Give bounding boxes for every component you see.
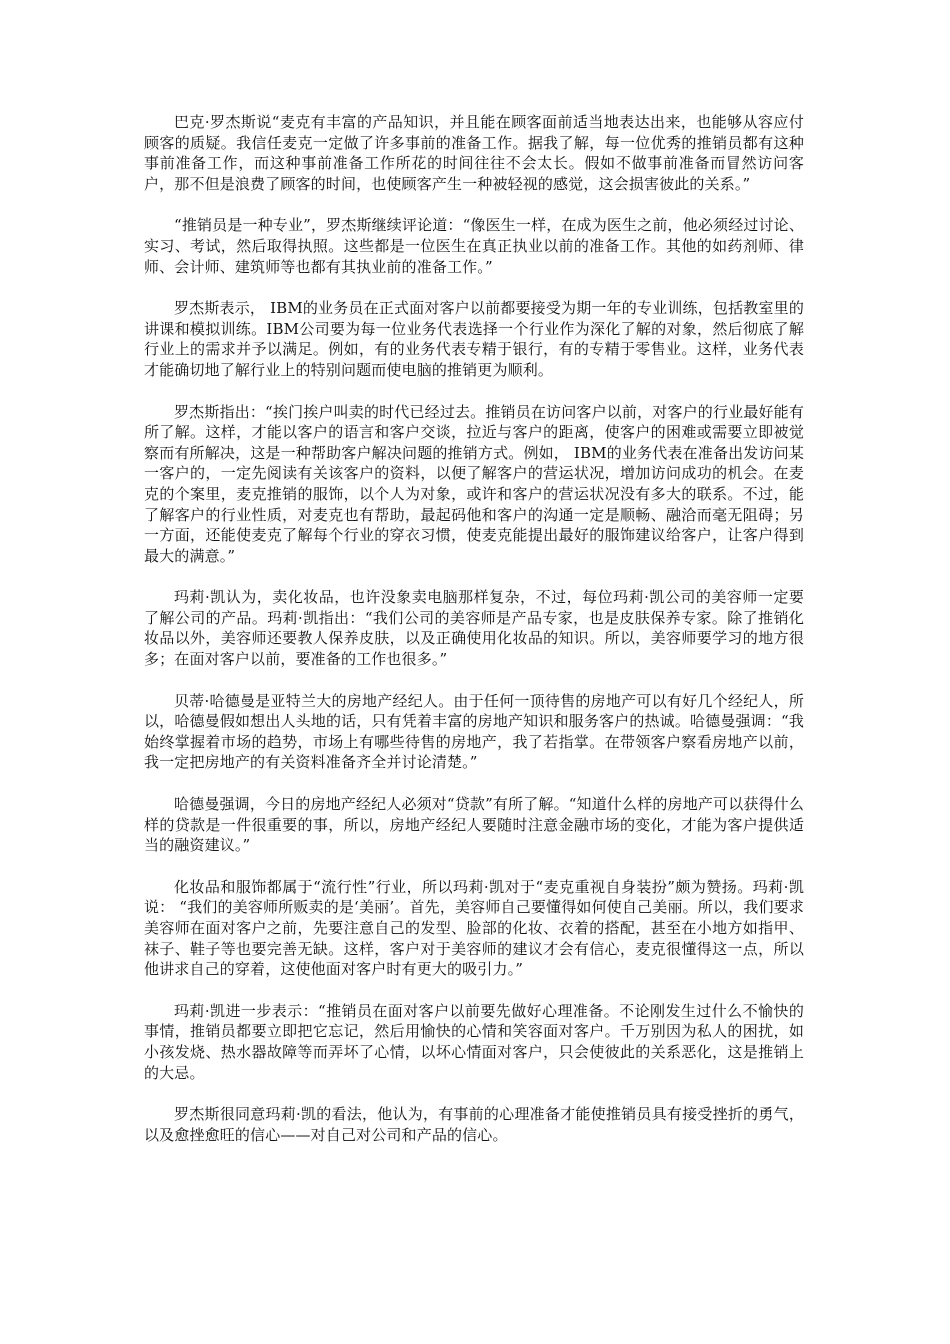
paragraph-10: 罗杰斯很同意玛莉·凯的看法，他认为，有事前的心理准备才能使推销员具有接受挫折的勇气，以及愈挫愈旺的信心——对自己对公司和产品的信心。 [144, 1105, 804, 1144]
paragraph-2: “推销员是一种专业”，罗杰斯继续评论道：“像医生一样，在成为医生之前，他必须经过讨论、实习、考试，然后取得执照。这些都是一位医生在真正执业以前的准备工作。其他的如药剂师、律师、会计师、建筑师等也都有其执业前的准备工作。” [144, 216, 804, 276]
paragraph-1: 巴克·罗杰斯说“麦克有丰富的产品知识，并且能在顾客面前适当地表达出来，也能够从容应付顾客的质疑。我信任麦克一定做了许多事前的准备工作。据我了解，每一位优秀的推销员都有这种事前准备工作，而这种事前准备工作所花的时间往往不会太长。假如不做事前准备而冒然访问客户，那不但是浪费了顾客的时间，也使顾客产生一种被轻视的感觉，这会损害彼此的关系。” [144, 113, 804, 193]
paragraph-7: 哈德曼强调，今日的房地产经纪人必须对“贷款”有所了解。“知道什么样的房地产可以获得什么样的贷款是一件很重要的事，所以，房地产经纪人要随时注意金融市场的变化，才能为客户提供适当的融资建议。” [144, 795, 804, 855]
paragraph-5: 玛莉·凯认为，卖化妆品，也许没象卖电脑那样复杂，不过，每位玛莉·凯公司的美容师一定要了解公司的产品。玛莉·凯指出：“我们公司的美容师是产品专家，也是皮肤保养专家。除了推销化妆品以外，美容师还要教人保养皮肤，以及正确使用化妆品的知识。所以，美容师要学习的地方很多；在面对客户以前，要准备的工作也很多。” [144, 588, 804, 669]
paragraph-8: 化妆品和服饰都属于“流行性”行业，所以玛莉·凯对于“麦克重视自身装扮”颇为赞扬。玛莉·凯说： “我们的美容师所贩卖的是‘美丽’。首先，美容师自己要懂得如何使自己美丽。所以，我们要求美容师在面对客户之前，先要注意自己的发型、脸部的化妆、衣着的搭配，甚至在小地方如指甲、袜子、鞋子等也要完善无缺。这样，客户对于美容师的建议才会有信心，麦克很懂得这一点，所以他讲求自己的穿着，这使他面对客户时有更大的吸引力。” [144, 877, 804, 979]
paragraph-4: 罗杰斯指出：“挨门挨户叫卖的时代已经过去。推销员在访问客户以前，对客户的行业最好能有所了解。这样，才能以客户的语言和客户交谈，拉近与客户的距离，使客户的困难或需要立即被觉察而有所解决，这是一种帮助客户解决问题的推销方式。例如， IBM的业务代表在准备出发访问某一客户的，一定先阅读有关该客户的资料，以便了解客户的营运状况，增加访问成功的机会。在麦克的个案里，麦克推销的服饰，以个人为对象，或许和客户的营运状况没有多大的联系。不过，能了解客户的行业性质，对麦克也有帮助，最起码他和客户的沟通一定是顺畅、融洽而毫无阻碍；另一方面，还能使麦克了解每个行业的穿衣习惯，使麦克能提出最好的服饰建议给客户，让客户得到最大的满意。” [144, 402, 804, 565]
document-body [144, 112, 804, 1145]
paragraph-9: 玛莉·凯进一步表示：“推销员在面对客户以前要先做好心理准备。不论刚发生过什么不愉快的事情，推销员都要立即把它忘记，然后用愉快的心情和笑容面对客户。千万别因为私人的困扰，如小孩发烧、热水器故障等而弄坏了心情，以坏心情面对客户，只会使彼此的关系恶化，这是推销上的大忌。 [144, 1001, 804, 1082]
paragraph-6: 贝蒂·哈德曼是亚特兰大的房地产经纪人。由于任何一顶待售的房地产可以有好几个经纪人，所以，哈德曼假如想出人头地的话，只有凭着丰富的房地产知识和服务客户的热诚。哈德曼强调：“我始终掌握着市场的趋势，市场上有哪些待售的房地产，我了若指掌。在带领客户察看房地产以前，我一定把房地产的有关资料准备齐全并讨论清楚。” [144, 691, 804, 772]
paragraph-3: 罗杰斯表示， IBM的业务员在正式面对客户以前都要接受为期一年的专业训练，包括教室里的讲课和模拟训练。IBM公司要为每一位业务代表选择一个行业作为深化了解的对象，然后彻底了解行业上的需求并予以满足。例如，有的业务代表专精于银行，有的专精于零售业。这样，业务代表才能确切地了解行业上的特别问题而使电脑的推销更为顺利。 [144, 299, 804, 379]
